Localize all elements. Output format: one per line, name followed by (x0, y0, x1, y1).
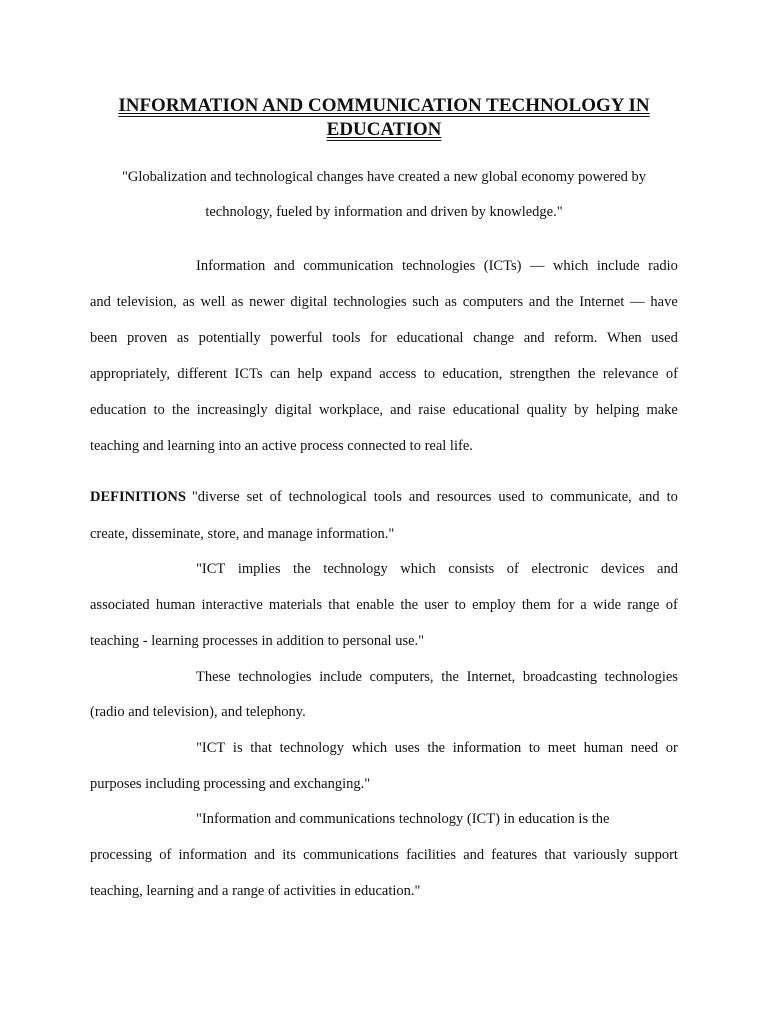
definition-3-line: (radio and television), and telephony. (90, 704, 306, 720)
definition-1-line: "diverse set of technological tools and resources used to communicate, and to (191, 489, 678, 505)
definition-2-line: teaching - learning processes in addition to personal use." (90, 633, 425, 649)
definition-2-line: associated human interactive materials that enable the user to employ them for a wide range of (90, 597, 678, 613)
definition-5-line: teaching, learning and a range of activities in education." (90, 883, 421, 899)
definition-1-line: create, disseminate, store, and manage information." (90, 526, 395, 542)
intro-paragraph-line: education to the increasingly digital workplace, and raise educational quality by helping make (90, 402, 678, 418)
document-title-line-2: EDUCATION (326, 119, 442, 140)
intro-paragraph-line: Information and communication technologies (ICTs) — which include radio (196, 258, 678, 274)
definition-2-line: "ICT implies the technology which consists of electronic devices and (196, 561, 678, 577)
intro-paragraph-line: been proven as potentially powerful tools for educational change and reform. When used (90, 330, 678, 346)
document-title-line-1: INFORMATION AND COMMUNICATION TECHNOLOGY IN (118, 95, 650, 116)
definition-5-line: processing of information and its communications facilities and features that variously support (90, 847, 678, 863)
definition-3-line: These technologies include computers, the Internet, broadcasting technologies (196, 669, 678, 685)
epigraph-quote-line-2: technology, fueled by information and driven by knowledge." (205, 204, 563, 220)
epigraph-quote-line-1: "Globalization and technological changes have created a new global economy powered by (121, 169, 647, 185)
intro-paragraph-line: appropriately, different ICTs can help expand access to education, strengthen the relevance of (90, 366, 678, 382)
definitions-heading: DEFINITIONS (90, 489, 186, 505)
intro-paragraph-line: teaching and learning into an active process connected to real life. (90, 438, 473, 454)
definition-4-line: purposes including processing and exchanging." (90, 776, 371, 792)
intro-paragraph-line: and television, as well as newer digital technologies such as computers and the Internet — have (90, 294, 678, 310)
definition-5-line: "Information and communications technology (ICT) in education is the (196, 811, 610, 827)
definition-4-line: "ICT is that technology which uses the information to meet human need or (196, 740, 678, 756)
definitions-first-line (90, 488, 678, 506)
